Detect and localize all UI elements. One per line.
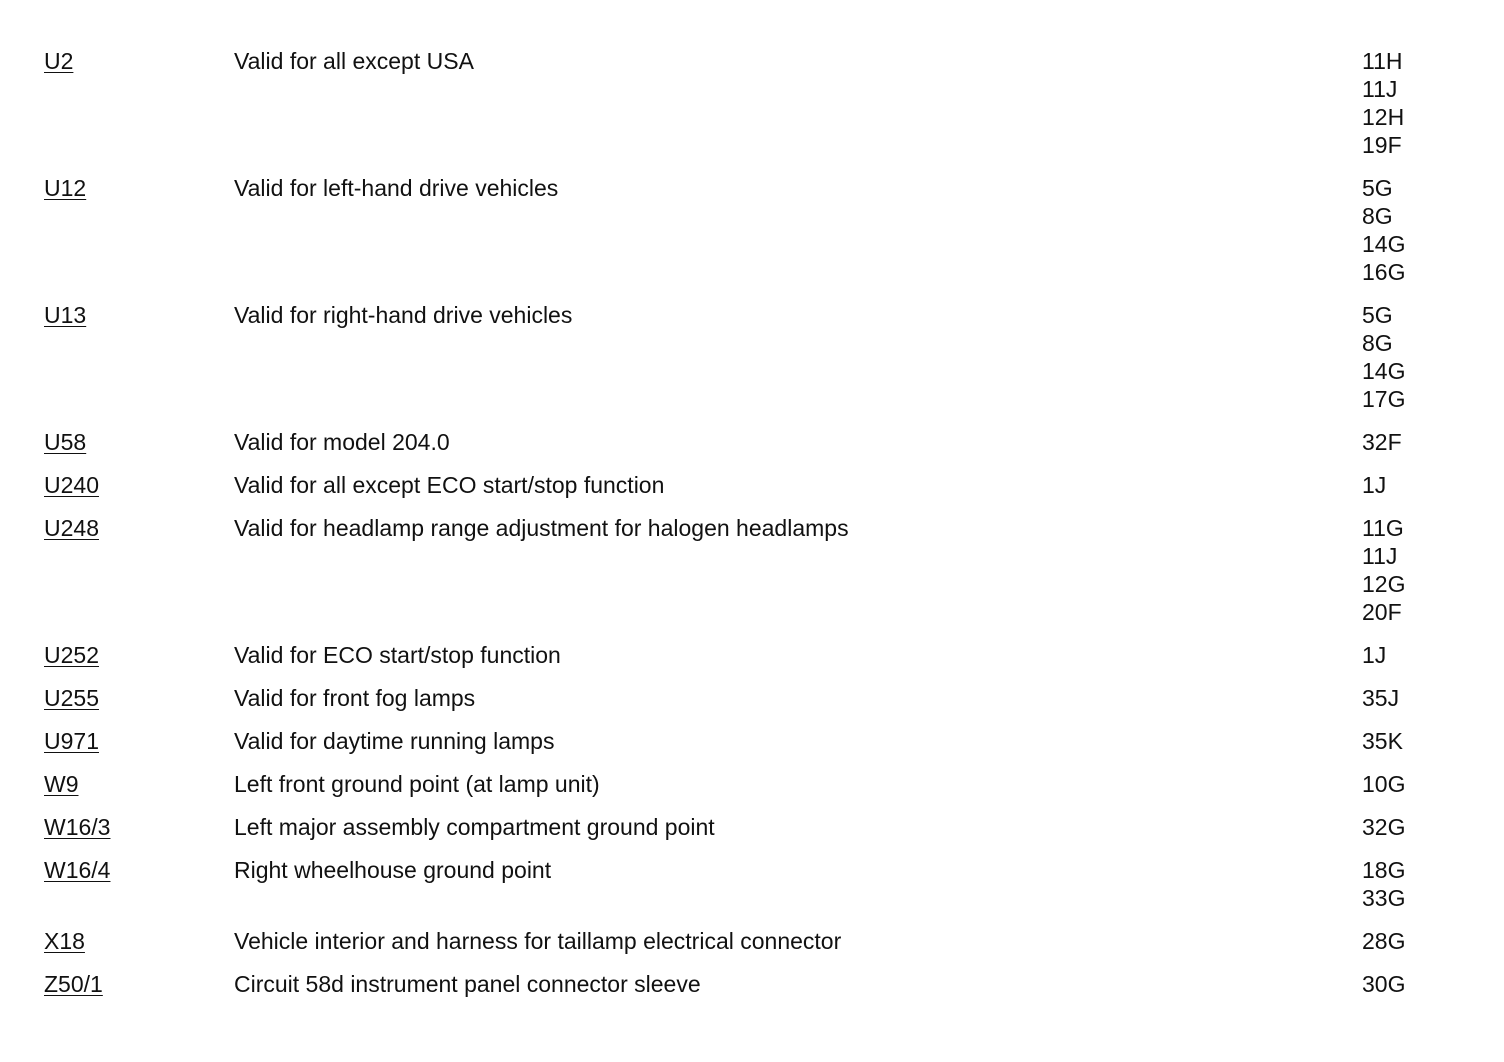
- component-code-link[interactable]: U13: [44, 302, 87, 328]
- legend-row: [44, 641, 1464, 669]
- legend-row: [44, 47, 1464, 159]
- legend-row: [44, 856, 1464, 912]
- grid-coordinates: [1362, 514, 1405, 626]
- component-code-link[interactable]: U2: [44, 48, 74, 74]
- grid-coordinates: [1362, 684, 1399, 712]
- grid-coordinates: [1362, 428, 1402, 456]
- grid-coordinate: 1J: [1362, 642, 1387, 668]
- component-code-link[interactable]: U971: [44, 728, 99, 754]
- legend-row: [44, 428, 1464, 456]
- grid-coordinate: 10G: [1362, 771, 1406, 797]
- grid-coordinate: 8G: [1362, 203, 1393, 229]
- grid-coordinates: [1362, 813, 1405, 841]
- grid-coordinate: 32G: [1362, 814, 1406, 840]
- component-code-link[interactable]: W16/4: [44, 857, 111, 883]
- grid-coordinate: 11H: [1362, 48, 1403, 74]
- grid-coordinates: [1362, 856, 1405, 912]
- grid-coordinates: [1362, 174, 1405, 286]
- component-description: Valid for all except ECO start/stop function: [234, 472, 665, 498]
- component-code-link[interactable]: X18: [44, 928, 85, 954]
- grid-coordinates: [1362, 641, 1386, 669]
- legend-row: [44, 514, 1464, 626]
- component-code-link[interactable]: U252: [44, 642, 99, 668]
- grid-coordinates: [1362, 47, 1404, 159]
- grid-coordinate: 28G: [1362, 928, 1406, 954]
- component-description: Left front ground point (at lamp unit): [234, 771, 600, 797]
- grid-coordinate: 18G: [1362, 857, 1406, 883]
- grid-coordinate: 11G: [1362, 515, 1404, 541]
- grid-coordinate: 14G: [1362, 358, 1406, 384]
- legend-row: [44, 684, 1464, 712]
- legend-row: [44, 770, 1464, 798]
- component-description: Left major assembly compartment ground point: [234, 814, 715, 840]
- component-code-link[interactable]: Z50/1: [44, 971, 103, 997]
- grid-coordinate: 20F: [1362, 599, 1402, 625]
- grid-coordinate: 14G: [1362, 231, 1406, 257]
- component-code-link[interactable]: U240: [44, 472, 99, 498]
- grid-coordinates: [1362, 471, 1386, 499]
- component-description: Valid for left-hand drive vehicles: [234, 175, 559, 201]
- component-code-link[interactable]: U248: [44, 515, 99, 541]
- grid-coordinate: 11J: [1362, 76, 1398, 102]
- component-code-link[interactable]: W16/3: [44, 814, 111, 840]
- grid-coordinate: 5G: [1362, 175, 1393, 201]
- legend-row: [44, 471, 1464, 499]
- grid-coordinate: 5G: [1362, 302, 1393, 328]
- component-description: Right wheelhouse ground point: [234, 857, 552, 883]
- component-description: Valid for right-hand drive vehicles: [234, 302, 573, 328]
- legend-row: [44, 813, 1464, 841]
- grid-coordinate: 1J: [1362, 472, 1387, 498]
- component-description: Valid for daytime running lamps: [234, 728, 555, 754]
- component-description: Vehicle interior and harness for taillamp electrical connector: [234, 928, 842, 954]
- grid-coordinates: [1362, 970, 1405, 998]
- grid-coordinate: 12H: [1362, 104, 1405, 130]
- grid-coordinates: [1362, 770, 1405, 798]
- component-code-link[interactable]: W9: [44, 771, 79, 797]
- component-code-link[interactable]: U58: [44, 429, 87, 455]
- legend-row: [44, 301, 1464, 413]
- grid-coordinates: [1362, 727, 1403, 755]
- legend-row: [44, 174, 1464, 286]
- grid-coordinate: 8G: [1362, 330, 1393, 356]
- legend-row: [44, 970, 1464, 998]
- component-description: Valid for model 204.0: [234, 429, 450, 455]
- component-code-link[interactable]: U12: [44, 175, 87, 201]
- grid-coordinate: 35J: [1362, 685, 1400, 711]
- component-description: Valid for front fog lamps: [234, 685, 476, 711]
- grid-coordinate: 32F: [1362, 429, 1402, 455]
- legend-row: [44, 727, 1464, 755]
- legend-row: [44, 927, 1464, 955]
- grid-coordinate: 17G: [1362, 386, 1406, 412]
- component-code-link[interactable]: U255: [44, 685, 99, 711]
- grid-coordinates: [1362, 927, 1405, 955]
- grid-coordinate: 30G: [1362, 971, 1406, 997]
- grid-coordinate: 12G: [1362, 571, 1406, 597]
- grid-coordinate: 35K: [1362, 728, 1403, 754]
- component-description: Valid for headlamp range adjustment for halogen headlamps: [234, 515, 849, 541]
- grid-coordinate: 19F: [1362, 132, 1402, 158]
- grid-coordinate: 33G: [1362, 885, 1406, 911]
- component-description: Valid for all except USA: [234, 48, 474, 74]
- grid-coordinate: 11J: [1362, 543, 1398, 569]
- component-legend: [44, 47, 1464, 1013]
- grid-coordinates: [1362, 301, 1405, 413]
- grid-coordinate: 16G: [1362, 259, 1406, 285]
- component-description: Circuit 58d instrument panel connector sleeve: [234, 971, 701, 997]
- component-description: Valid for ECO start/stop function: [234, 642, 561, 668]
